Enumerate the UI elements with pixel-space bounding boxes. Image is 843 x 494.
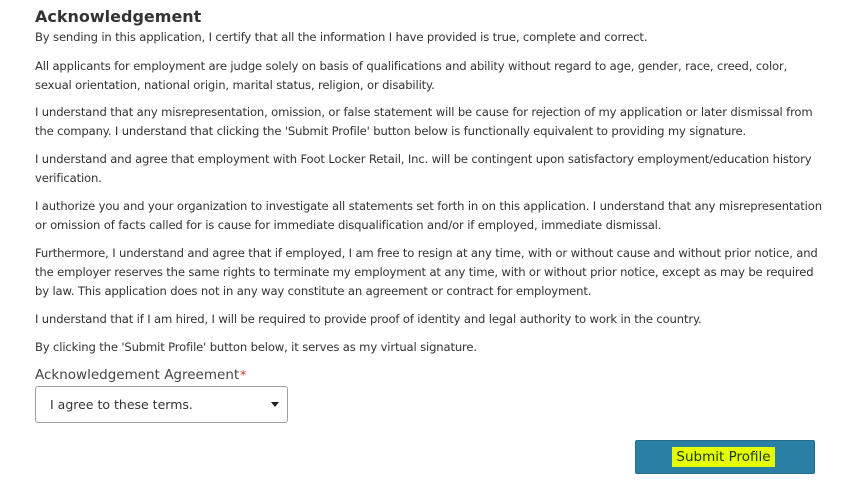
section-title: Acknowledgement bbox=[35, 7, 202, 26]
paragraph-certify: By sending in this application, I certify that all the information I have provided is true, complete and correct. bbox=[35, 30, 648, 44]
paragraph-authorization: I authorize you and your organization to investigate all statements set forth in on this application. I understand that any misrepresentation or omission of facts called for is cause for immediate disqualification and/or if employed, immediate dismissal. bbox=[35, 199, 822, 232]
paragraph-verification: I understand and agree that employment with Foot Locker Retail, Inc. will be contingent upon satisfactory employment/education history verification. bbox=[35, 152, 812, 185]
required-marker: * bbox=[240, 368, 247, 382]
submit-profile-label: Submit Profile bbox=[672, 447, 774, 467]
submit-profile-button[interactable] bbox=[635, 440, 815, 474]
paragraph-virtual-signature: By clicking the 'Submit Profile' button below, it serves as my virtual signature. bbox=[35, 340, 477, 354]
agreement-label-text: Acknowledgement Agreement bbox=[35, 367, 240, 383]
agreement-label bbox=[35, 365, 246, 385]
paragraph-equal-opportunity: All applicants for employment are judge solely on basis of qualifications and ability without regard to age, gender, race, creed, color, sexual orientation, national origin, marital status, religion, or disability. bbox=[35, 59, 788, 92]
paragraph-at-will: Furthermore, I understand and agree that if employed, I am free to resign at any time, with or without cause and without prior notice, and the employer reserves the same rights to terminate my employment at any time, with or without prior notice, except as may be required by law. This application does not in any way constitute an agreement or contract for employment. bbox=[35, 246, 818, 298]
paragraph-misrepresentation: I understand that any misrepresentation, omission, or false statement will be cause for rejection of my application or later dismissal from the company. I understand that clicking the 'Submit Profile' button below is functionally equivalent to providing my signature. bbox=[35, 105, 813, 138]
agreement-select[interactable] bbox=[35, 386, 288, 423]
paragraph-proof-of-identity: I understand that if I am hired, I will be required to provide proof of identity and legal authority to work in the country. bbox=[35, 312, 702, 326]
caret-down-icon bbox=[271, 402, 279, 407]
agreement-select-value: I agree to these terms. bbox=[50, 397, 193, 412]
